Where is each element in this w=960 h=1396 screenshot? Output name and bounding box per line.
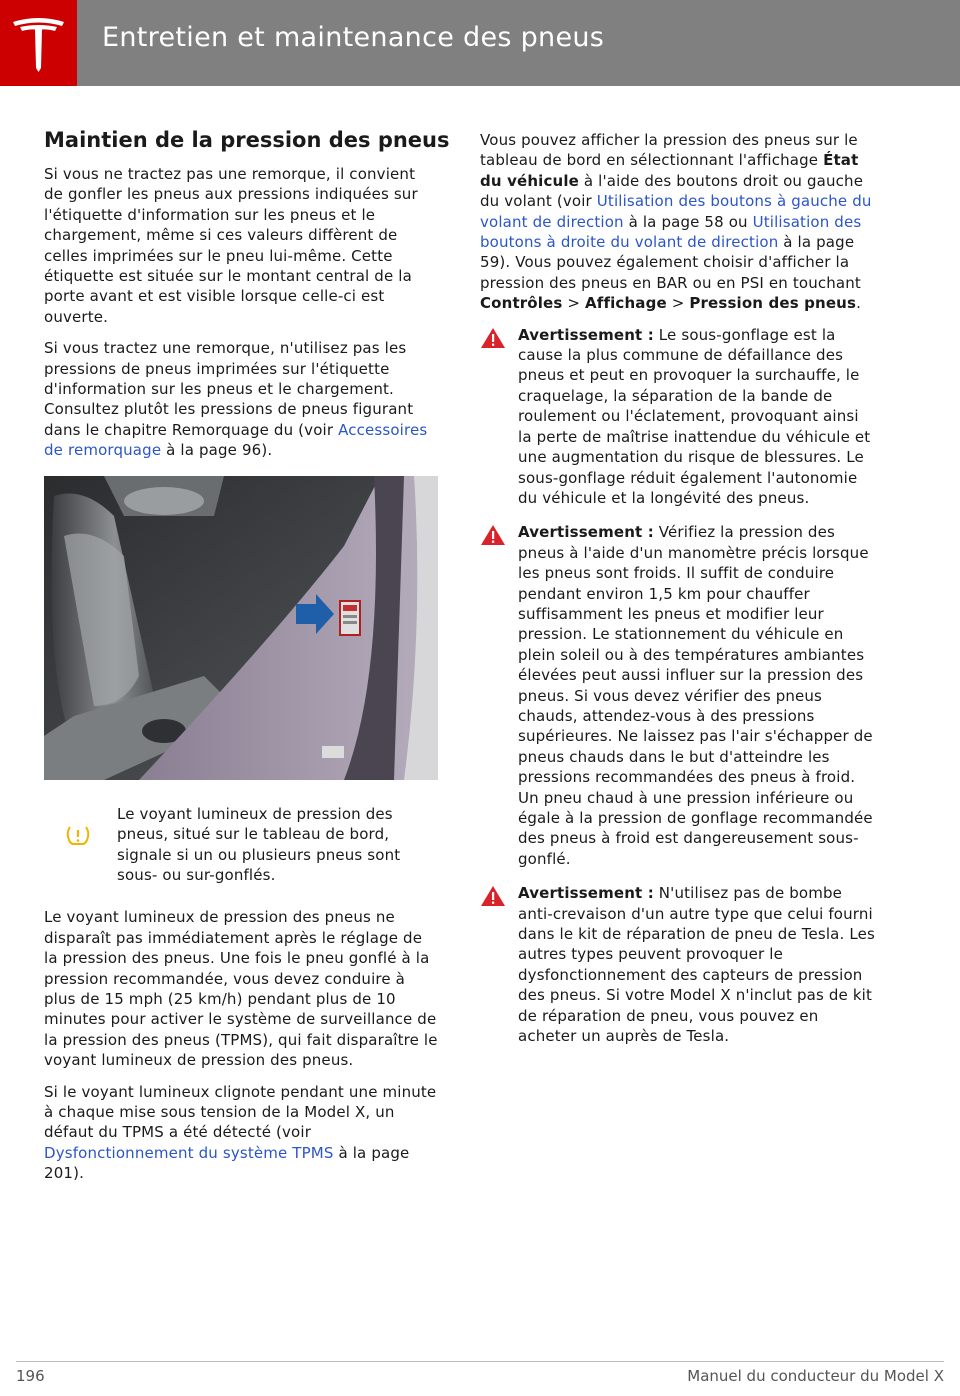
paragraph-towing: Si vous tractez une remorque, n'utilisez pas les pressions de pneus imprimées sur l'étiquette d'information sur les pneus et le chargement. Consultez plutôt les pressions de pneus figurant dans le chapitre Remorquage du (voir Accessoires de remorquage à la page 96). [44,339,428,460]
warning-triangle-icon [480,327,506,349]
left-column [44,128,450,1195]
warning-label: Avertissement : [518,523,654,542]
section-title: Maintien de la pression des pneus [44,128,450,152]
link-towing-accessories[interactable]: Accessoires de remorquage [44,420,428,460]
warning-sealant: Avertissement : N'utilisez pas de bombe anti-crevaison d'un autre type que celui fourni dans le kit de réparation de pneu de Tesla. Les autres types peuvent provoquer le dysfonctionnement des capteurs de pression des pneus. Si votre Model X n'inclut pas de kit de réparation de pneu, vous pouvez en acheter un auprès de Tesla. [480,883,875,1046]
tesla-logo [0,0,77,86]
link-left-steering-buttons[interactable]: Utilisation des boutons à gauche du volant de direction [480,192,872,231]
link-right-steering-buttons[interactable]: Utilisation des boutons à droite du volant de direction [480,212,862,252]
paragraph-indicator-reset: Le voyant lumineux de pression des pneus ne disparaît pas immédiatement après le réglage de la pression des pneus. Une fois le pneu gonflé à la pression recommandée, vous devez conduire à plus de 15 mph (25 km/h) pendant plus de 10 minutes pour activer le système de surveillance de la pression des pneus (TPMS), qui fait disparaître le voyant lumineux de pression des pneus. [44,908,438,1070]
warning-label: Avertissement : [518,884,654,903]
tpms-indicator-note [44,804,438,886]
indicator-text: Le voyant lumineux de pression des pneus, situé sur le tableau de bord, signale si un ou plusieurs pneus sont sous- ou sur-gonflés. [117,804,401,884]
manual-title: Manuel du conducteur du Model X [687,1367,944,1385]
warning-label: Avertissement : [518,325,654,344]
page-title: Entretien et maintenance des pneus [102,22,605,53]
warning-check-cold: Avertissement : Vérifiez la pression des pneus à l'aide d'un manomètre précis lorsque les pneus sont froids. Il suffit de conduire pendant environ 1,5 km pour chauffer suffisamment les pneus et modifier leur pression. Le stationnement du véhicule en plein soleil ou à des températures ambiantes élevées peut aussi influer sur la pression des pneus. Si vous devez vérifier des pneus chauds, attendez-vous à des pressions supérieures. Ne laissez pas l'air s'échapper de pneus chauds dans le but d'atteindre les pressions recommandées des pneus à froid. Un pneu chaud à une pression inférieure ou égale à la pression de gonflage recommandée des pneus à froid est dangereusement sous-gonflé. [480,522,875,869]
warning-underinflation: Avertissement : Le sous-gonflage est la cause la plus commune de défaillance des pneus et peut en provoquer la surchauffe, le craquelage, la séparation de la bande de roulement ou l'éclatement, provoquant ainsi la perte de maîtrise inattendue du véhicule et une augmentation du risque de blessures. Le sous-gonflage réduit également l'autonomie du véhicule et la longévité des pneus. [480,325,875,509]
warning-triangle-icon [480,524,506,546]
page-header [0,0,960,86]
tesla-logo-icon [11,16,66,72]
tire-pressure-warning-icon [66,825,90,847]
right-column [480,130,875,1060]
link-tpms-malfunction[interactable]: Dysfonctionnement du système TPMS [44,1143,334,1162]
paragraph-label-info: Si vous ne tractez pas une remorque, il convient de gonfler les pneus aux pressions indiquées sur l'étiquette d'information sur les pneus et le chargement, même si ces valeurs diffèrent de celles imprimées sur le pneu lui-même. Cette étiquette est située sur le montant central de la porte avant et est visible lorsque celle-ci est ouverte. [44,165,418,326]
page-number: 196 [16,1367,45,1385]
paragraph-display-pressure: Vous pouvez afficher la pression des pneus sur le tableau de bord en sélectionnant l'affichage État du véhicule à l'aide des boutons droit ou gauche du volant (voir Utilisation des boutons à gauche du volant de direction à la page 58 ou Utilisation des boutons à droite du volant de direction à la page 59). Vous pouvez également choisir d'afficher la pression des pneus en BAR ou en PSI en touchant Contrôles > Affichage > Pression des pneus. [480,131,872,313]
paragraph-tpms-fault: Si le voyant lumineux clignote pendant une minute à chaque mise sous tension de la Model X, un défaut du TPMS a été détecté (voir Dysfonctionnement du système TPMS à la page 201). [44,1082,437,1183]
tire-label-location-photo [44,476,438,780]
warning-triangle-icon [480,885,506,907]
footer-divider [16,1361,944,1362]
